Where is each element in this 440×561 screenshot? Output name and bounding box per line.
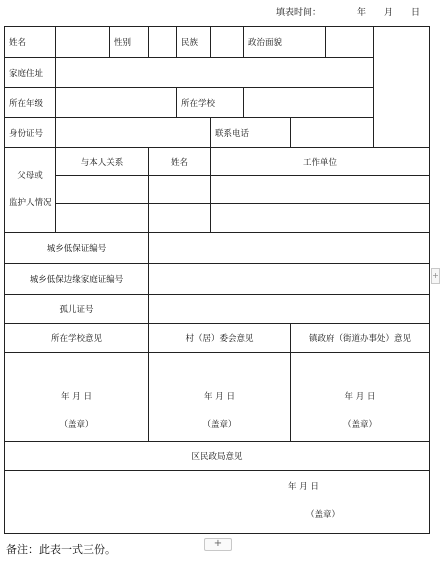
guardian-1-name-field[interactable] <box>149 176 211 204</box>
guardian-1-workplace-field[interactable] <box>211 176 430 204</box>
ethnicity-label: 民族 <box>177 27 211 58</box>
school-opinion-field[interactable] <box>5 353 149 442</box>
relation-header: 与本人关系 <box>56 148 149 176</box>
fill-day-label: 日 <box>411 8 421 18</box>
guardian-label-line1: 父母或 <box>17 171 43 181</box>
guardian-name-header: 姓名 <box>149 148 211 176</box>
add-row-button[interactable]: + <box>204 538 232 551</box>
photo-cell[interactable] <box>374 27 430 148</box>
id-field[interactable] <box>56 118 211 148</box>
table-row <box>5 88 430 118</box>
town-opinion-label: 镇政府（街道办事处）意见 <box>291 324 430 353</box>
guardian-label-line2: 监护人情况 <box>9 198 52 208</box>
grade-label: 所在年级 <box>5 88 56 118</box>
phone-label: 联系电话 <box>211 118 291 148</box>
political-label: 政治面貌 <box>244 27 326 58</box>
gender-field[interactable] <box>149 27 177 58</box>
footnote: 备注：此表一式三份。 <box>6 543 116 556</box>
village-opinion-stamp: （盖章） <box>202 420 237 430</box>
school-field[interactable] <box>244 88 374 118</box>
table-row <box>5 324 430 353</box>
guardian-2-workplace-field[interactable] <box>211 204 430 233</box>
gender-label: 性别 <box>110 27 149 58</box>
table-row <box>5 204 430 233</box>
fill-year-label: 年 <box>357 8 367 18</box>
guardian-2-name-field[interactable] <box>149 204 211 233</box>
ethnicity-field[interactable] <box>211 27 244 58</box>
table-row <box>5 471 430 534</box>
village-opinion-date: 年 月 日 <box>204 392 235 402</box>
district-opinion-label: 区民政局意见 <box>5 442 430 471</box>
dibao-label: 城乡低保证编号 <box>5 233 149 264</box>
town-opinion-stamp: （盖章） <box>343 420 378 430</box>
orphan-field[interactable] <box>149 295 430 324</box>
guardian-1-relation-field[interactable] <box>56 176 149 204</box>
guardian-section-label <box>5 148 56 233</box>
table-row <box>5 148 430 176</box>
orphan-label: 孤儿证号 <box>5 295 149 324</box>
table-row <box>5 442 430 471</box>
dibao-edge-field[interactable] <box>149 264 430 295</box>
guardian-2-relation-field[interactable] <box>56 204 149 233</box>
table-row <box>5 118 430 148</box>
name-field[interactable] <box>56 27 110 58</box>
table-row <box>5 233 430 264</box>
political-field[interactable] <box>326 27 374 58</box>
table-row <box>5 264 430 295</box>
village-opinion-field[interactable] <box>149 353 291 442</box>
application-form-table <box>4 26 430 534</box>
table-row <box>5 58 430 88</box>
town-opinion-date: 年 月 日 <box>344 392 376 402</box>
school-opinion-date: 年 月 日 <box>61 392 92 402</box>
address-field[interactable] <box>56 58 374 88</box>
dibao-edge-label: 城乡低保边缘家庭证编号 <box>5 264 149 295</box>
district-opinion-field[interactable] <box>5 471 430 534</box>
table-row <box>5 353 430 442</box>
grade-field[interactable] <box>56 88 177 118</box>
table-row <box>5 295 430 324</box>
fill-month-label: 月 <box>384 8 394 18</box>
side-resize-handle[interactable]: + <box>431 268 440 284</box>
dibao-field[interactable] <box>149 233 430 264</box>
table-row <box>5 27 430 58</box>
village-opinion-label: 村（居）委会意见 <box>149 324 291 353</box>
address-label: 家庭住址 <box>5 58 56 88</box>
district-opinion-date: 年 月 日 <box>288 482 319 492</box>
district-opinion-stamp: （盖章） <box>306 510 341 520</box>
id-label: 身份证号 <box>5 118 56 148</box>
fill-time-label: 填表时间： <box>276 8 322 18</box>
school-opinion-label: 所在学校意见 <box>5 324 149 353</box>
town-opinion-field[interactable] <box>291 353 430 442</box>
name-label: 姓名 <box>5 27 56 58</box>
school-opinion-stamp: （盖章） <box>59 420 94 430</box>
phone-field[interactable] <box>291 118 374 148</box>
school-label: 所在学校 <box>177 88 244 118</box>
workplace-header: 工作单位 <box>211 148 430 176</box>
table-row <box>5 176 430 204</box>
fill-date-line <box>276 5 420 18</box>
